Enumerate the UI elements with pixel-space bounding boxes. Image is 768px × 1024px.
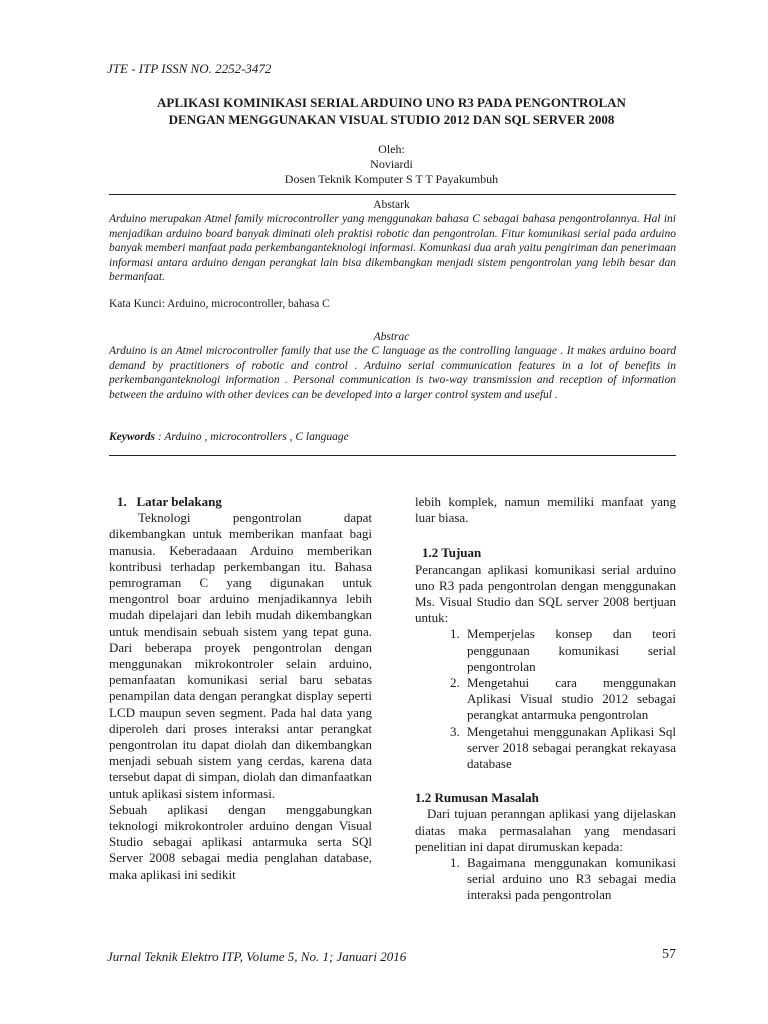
footer-citation: Jurnal Teknik Elektro ITP, Volume 5, No. 1; Januari 2016 xyxy=(107,949,407,964)
list-item: 1. Memperjelas konsep dan teori penggunaan komunikasi serial pengontrolan xyxy=(463,626,676,675)
keywords-en-label: Keywords xyxy=(109,431,155,443)
section3-heading: 1.2 Rumusan Masalah xyxy=(415,790,539,806)
page-number: 57 xyxy=(662,947,676,962)
section2-list xyxy=(415,626,676,772)
section1-paragraph-1: Teknologi pengontrolan dapat dikembangkan untuk memberikan manfaat bagi manusia. Keberadaaan Arduino memberikan kontribusi terhadap perkembangan itu. Bahasa pemrograman C yang digunakan untuk mengontrol boar arduino menjadikannya lebih mudah dipelajari dan lebih mudah dikembangkan untuk mendisain sebuah sistem yang tepat guna. Dari beberapa proyek pengontrolan dengan menggunakan mikrokontroler selain arduino, pemanfaatan komunikasi serial baru sebatas penampilan data dengan perangkat display seperti LCD maupun seven segment. Pada hal data yang diperoleh dari proses interaksi antar perangkat pengontrolan itu dapat diolah dan dikembangkan menjadi sebuah sistem yang cerdas, karena data tersebut dapat di simpan, diolah dan dimanfaatkan untuk aplikasi sistem informasi. xyxy=(109,510,372,801)
by-label: Oleh: xyxy=(378,142,405,156)
keywords-id: Kata Kunci: Arduino, microcontroller, bahasa C xyxy=(109,298,330,310)
divider-top xyxy=(109,194,676,195)
title-line-1: APLIKASI KOMINIKASI SERIAL ARDUINO UNO R3 PADA PENGONTROLAN xyxy=(157,95,626,110)
section1-paragraph-2: Sebuah aplikasi dengan menggabungkan teknologi mikrokontroler arduino dengan Visual Studio sebagai aplikasi antarmuka serta SQl Server 2008 sebagai media penglahan database, maka aplikasi ini sedikit xyxy=(109,801,372,882)
paper-title xyxy=(100,94,683,128)
list-item: 3. Mengetahui menggunakan Aplikasi Sql server 2018 sebagai perangkat rekayasa database xyxy=(463,724,676,773)
abstract-en-body: Arduino is an Atmel microcontroller family that use the C language as the controlling language . It makes arduino board demand by practitioners of robotic and control . Arduino serial communication features in a lot of benefits in perkembanganteknologi information . Personal communication is two-way transmission and reception of information between the arduino with other devices can be developed into a larger control system and useful . xyxy=(109,345,676,401)
list-item: 2. Mengetahui cara menggunakan Aplikasi Visual studio 2012 sebagai perangkat antarmuka pengontrolan xyxy=(463,675,676,724)
section1-number: 1. xyxy=(117,494,127,509)
section2-heading: 1.2 Tujuan xyxy=(422,545,482,561)
section2-intro: Perancangan aplikasi komunikasi serial arduino uno R3 pada pengontrolan dengan menggunakan Ms. Visual Studio dan SQL server 2008 bertjuan untuk: xyxy=(415,561,676,626)
keywords-en xyxy=(109,431,349,443)
section3-intro: Dari tujuan peranngan aplikasi yang dijelaskan diatas maka permasalahan yang mendasari penelitian ini dapat dirumuskan kepada: xyxy=(415,806,676,854)
keywords-en-text: : Arduino , microcontrollers , C language xyxy=(155,431,349,443)
section1-heading xyxy=(109,494,372,510)
abstract-id-heading: Abstark xyxy=(373,199,410,211)
list-item: 1. Bagaimana menggunakan komunikasi serial arduino uno R3 sebagai media interaksi pada pengontrolan xyxy=(463,855,676,904)
author-affiliation: Dosen Teknik Komputer S T T Payakumbuh xyxy=(284,172,499,186)
section1-paragraph-2-continued: lebih komplek, namun memiliki manfaat yang luar biasa. xyxy=(415,494,676,526)
divider-bottom xyxy=(109,455,676,456)
section3-list xyxy=(415,855,676,904)
journal-identifier: JTE - ITP ISSN NO. 2252-3472 xyxy=(107,61,272,76)
byline xyxy=(100,142,683,187)
section1-title: Latar belakang xyxy=(136,494,222,509)
abstract-id-body: Arduino merupakan Atmel family microcontroller yang menggunakan bahasa C sebagai bahasa pengontrolannya. Hal ini menjadikan arduino board banyak diminati oleh praktisi robotic dan pengontrolan. Fitur komunikasi serial pada arduino banyak memberi manfaat pada perkembanganteknologi informasi. Komunkasi dua arah yaitu pengiriman dan penerimaan informasi antara arduino dengan perangkat lain bisa dikembangkan menjadi sistem pengontrolan yang lebih besar dan bermanfaat. xyxy=(109,213,676,283)
title-line-2: DENGAN MENGGUNAKAN VISUAL STUDIO 2012 DAN SQL SERVER 2008 xyxy=(168,112,615,127)
author-name: Noviardi xyxy=(370,157,413,171)
left-column xyxy=(109,494,372,883)
abstract-en-heading: Abstrac xyxy=(373,331,410,343)
right-column xyxy=(415,494,676,904)
